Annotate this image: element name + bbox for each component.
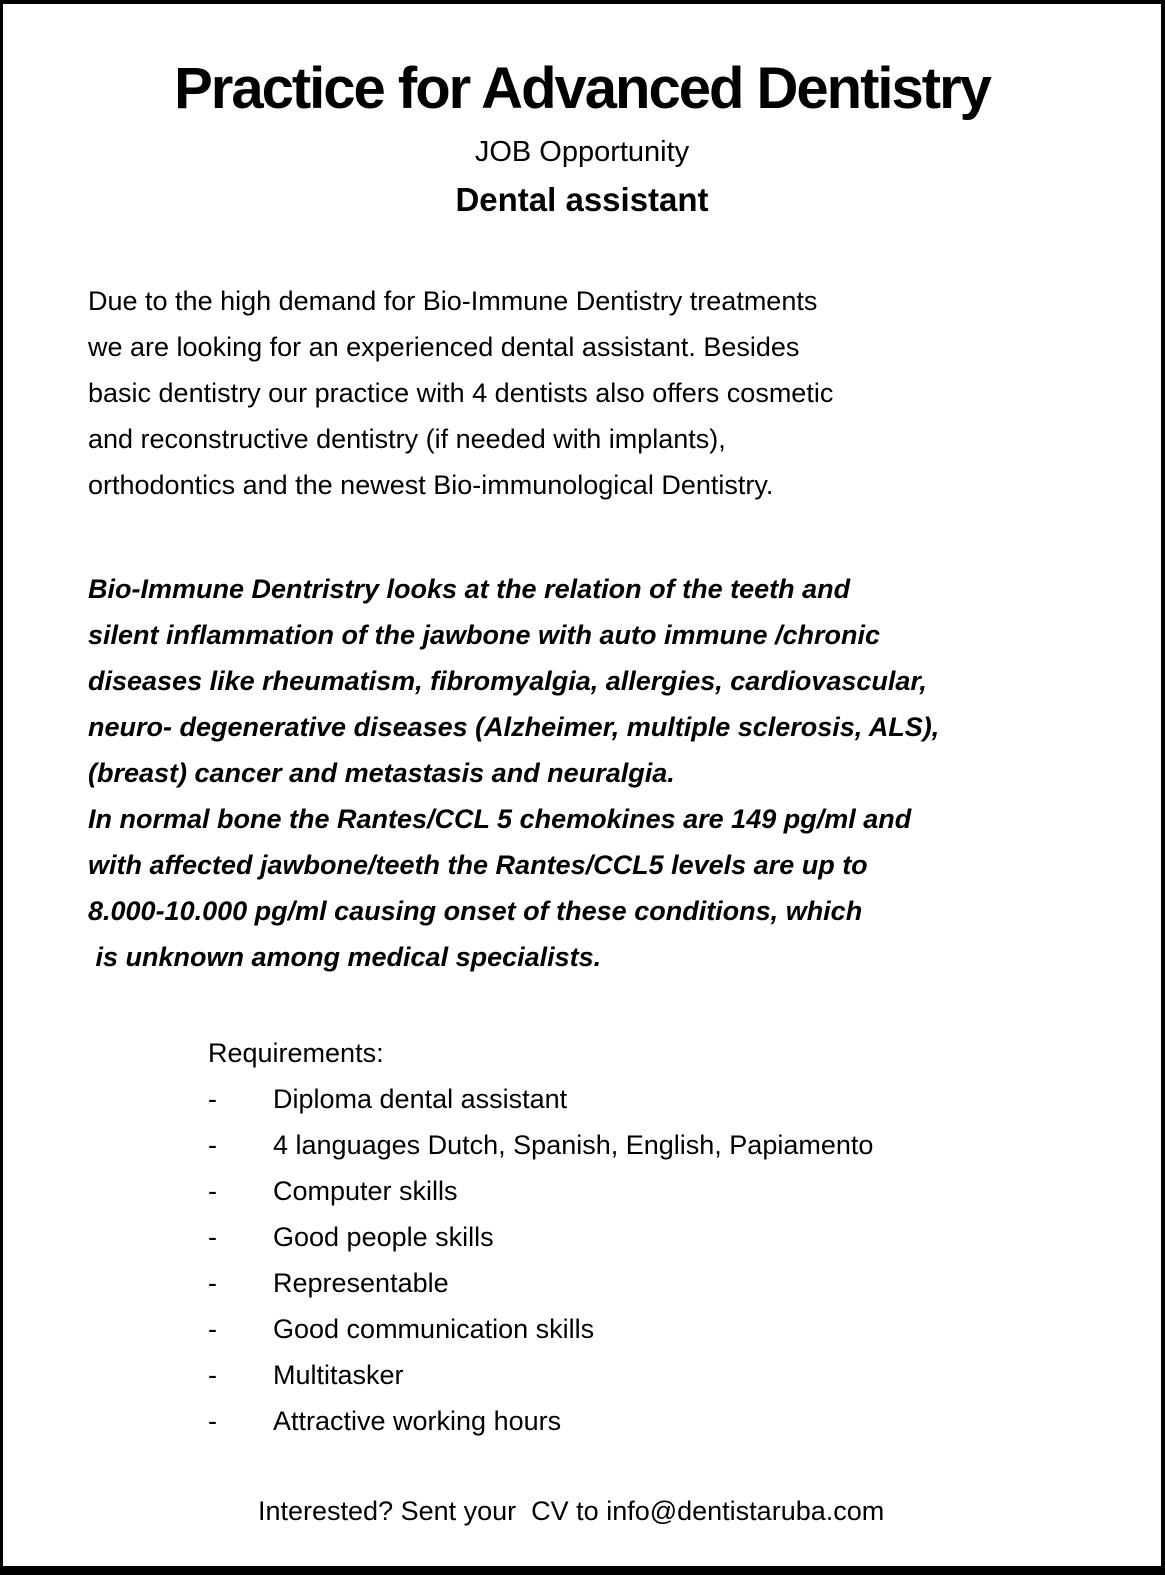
requirement-text: Good people skills xyxy=(273,1222,494,1252)
requirement-item xyxy=(208,1398,1161,1444)
bullet-dash: - xyxy=(208,1268,217,1298)
bio-line: 8.000-10.000 pg/ml causing onset of these conditions, which xyxy=(88,896,863,926)
requirement-item xyxy=(208,1260,1161,1306)
requirement-item xyxy=(208,1214,1161,1260)
bullet-dash: - xyxy=(208,1406,217,1436)
requirements-section xyxy=(208,1030,1161,1444)
requirement-text: Representable xyxy=(273,1268,449,1298)
requirement-text: Multitasker xyxy=(273,1360,404,1390)
requirements-heading: Requirements: xyxy=(208,1038,384,1068)
intro-line: Due to the high demand for Bio-Immune Dentistry treatments xyxy=(88,286,818,316)
intro-paragraph xyxy=(88,278,1101,508)
requirement-text: Good communication skills xyxy=(273,1314,595,1344)
intro-line: basic dentistry our practice with 4 dentists also offers cosmetic xyxy=(88,378,834,408)
intro-line: and reconstructive dentistry (if needed with implants), xyxy=(88,424,726,454)
requirement-item xyxy=(208,1076,1161,1122)
position-title: Dental assistant xyxy=(455,181,709,218)
bullet-dash: - xyxy=(208,1084,217,1114)
requirement-text: Diploma dental assistant xyxy=(273,1084,568,1114)
intro-line: orthodontics and the newest Bio-immunological Dentistry. xyxy=(88,470,774,500)
requirement-item xyxy=(208,1122,1161,1168)
bullet-dash: - xyxy=(208,1176,217,1206)
bullet-dash: - xyxy=(208,1314,217,1344)
page-title: Practice for Advanced Dentistry xyxy=(174,56,990,121)
bio-line: with affected jawbone/teeth the Rantes/CCL5 levels are up to xyxy=(88,850,868,880)
bio-immune-paragraph xyxy=(88,566,1121,980)
intro-line: we are looking for an experienced dental assistant. Besides xyxy=(88,332,800,362)
bullet-dash: - xyxy=(208,1130,217,1160)
requirement-item xyxy=(208,1168,1161,1214)
requirement-text: Computer skills xyxy=(273,1176,458,1206)
bio-line: (breast) cancer and metastasis and neuralgia. xyxy=(88,758,675,788)
requirement-text: 4 languages Dutch, Spanish, English, Papiamento xyxy=(273,1130,874,1160)
requirement-item xyxy=(208,1306,1161,1352)
bullet-dash: - xyxy=(208,1360,217,1390)
job-opportunity-subtitle: JOB Opportunity xyxy=(474,136,690,168)
bio-line: In normal bone the Rantes/CCL 5 chemokines are 149 pg/ml and xyxy=(88,804,912,834)
bio-line: Bio-Immune Dentristry looks at the relation of the teeth and xyxy=(88,574,851,604)
contact-line: Interested? Sent your CV to info@dentistaruba.com xyxy=(258,1496,885,1526)
bio-line: is unknown among medical specialists. xyxy=(88,942,602,972)
requirement-text: Attractive working hours xyxy=(273,1406,562,1436)
bullet-dash: - xyxy=(208,1222,217,1252)
bio-line: neuro- degenerative diseases (Alzheimer, multiple sclerosis, ALS), xyxy=(88,712,940,742)
bio-line: silent inflammation of the jawbone with auto immune /chronic xyxy=(88,620,881,650)
requirement-item xyxy=(208,1352,1161,1398)
bio-line: diseases like rheumatism, fibromyalgia, allergies, cardiovascular, xyxy=(88,666,927,696)
